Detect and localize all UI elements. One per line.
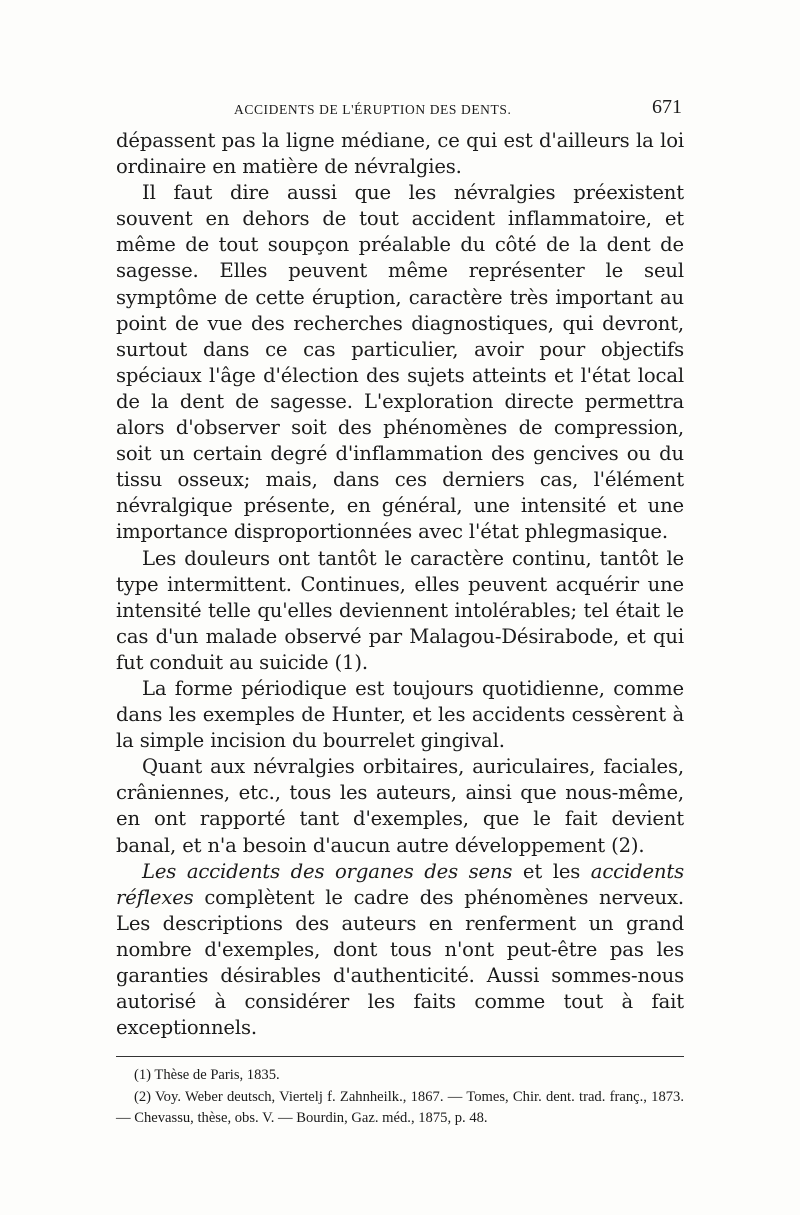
page-header: [116, 96, 684, 122]
paragraph: [116, 859, 684, 1042]
paragraph-text: Les douleurs ont tantôt le caractère continu, tantôt le type intermittent. Continues, elles peuvent acquérir une intensité telle qu'elles deviennent intolérables; tel était le cas d'un malade observé par Malagou-Désirabode, et qui fut conduit au suicide (1).: [116, 546, 684, 674]
footnote: (2) Voy. Weber deutsch, Viertelj f. Zahnheilk., 1867. — Tomes, Chir. dent. trad. franç., 1873. — Chevassu, thèse, obs. V. — Bourdin, Gaz. méd., 1875, p. 48.: [116, 1088, 684, 1127]
paragraph-text: et les: [512, 859, 591, 883]
paragraph: [116, 546, 684, 676]
paragraph-text: complètent le cadre des phénomènes nerveux. Les descriptions des auteurs en renferment un grand nombre d'exemples, dont tous n'ont peut-être pas les garanties désirables d'authenticité. Aussi sommes-nous autorisé à considérer les faits comme tout à fait exceptionnels.: [116, 885, 684, 1040]
paragraph-text: Quant aux névralgies orbitaires, auriculaires, faciales, crâniennes, etc., tous les auteurs, ainsi que nous-même, en ont rapporté tant d'exemples, que le fait devient banal, et n'a besoin d'aucun autre développement (2).: [116, 755, 684, 857]
running-head: ACCIDENTS DE L'ÉRUPTION DES DENTS.: [234, 102, 512, 117]
paragraph: [116, 128, 684, 180]
paragraph-text: dépassent pas la ligne médiane, ce qui est d'ailleurs la loi ordinaire en matière de névralgies.: [116, 129, 684, 179]
page: [116, 96, 684, 1130]
paragraph: [116, 754, 684, 858]
paragraph: [116, 180, 684, 545]
paragraph: [116, 676, 684, 754]
footnote-rule: [116, 1056, 684, 1057]
footnote: (1) Thèse de Paris, 1835.: [134, 1067, 280, 1084]
italic-phrase: Les accidents des organes des sens: [142, 859, 513, 883]
italic-phrase: accidents réflexes: [116, 859, 685, 909]
page-number: 671: [652, 96, 682, 118]
paragraph-text: La forme périodique est toujours quotidienne, comme dans les exemples de Hunter, et les accidents cessèrent à la simple incision du bourrelet gingival.: [116, 676, 684, 753]
paragraph-text: Il faut dire aussi que les névralgies préexistent souvent en dehors de tout accident inflammatoire, et même de tout soupçon préalable du côté de la dent de sagesse. Elles peuvent même représenter le seul symptôme de cette éruption, caractère très important au point de vue des recherches diagnostiques, qui devront, surtout dans ce cas particulier, avoir pour objectifs spéciaux l'âge d'élection des sujets atteints et l'état local de la dent de sagesse. L'exploration directe permettra alors d'observer soit des phénomènes de compression, soit un certain degré d'inflammation des gencives ou du tissu osseux; mais, dans ces derniers cas, l'élément névralgique présente, en général, une intensité et une importance disproportionnées avec l'état phlegmasique.: [116, 181, 684, 544]
body-text: [116, 128, 684, 1041]
footnotes: [116, 1065, 684, 1130]
